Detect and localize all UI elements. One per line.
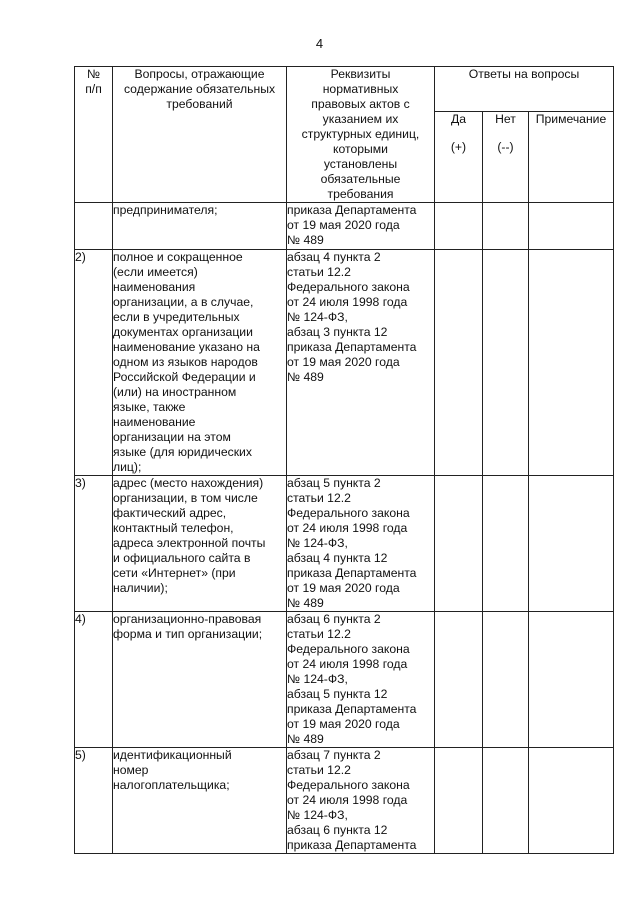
row-note <box>529 612 614 748</box>
header-no-sign: (--) <box>497 140 514 155</box>
row-requisites: абзац 7 пункта 2 статьи 12.2 Федерального закона от 24 июля 1998 года № 124-ФЗ, абзац 6 пункта 12 приказа Департамента <box>287 748 435 854</box>
row-answer-no <box>483 748 529 854</box>
table-row <box>75 476 614 612</box>
header-yes-sign: (+) <box>450 140 467 155</box>
requirements-table <box>74 66 614 854</box>
row-requisites: абзац 4 пункта 2 статьи 12.2 Федерального закона от 24 июля 1998 года № 124-ФЗ, абзац 3 пункта 12 приказа Департамента от 19 мая 2020 года № 489 <box>287 250 435 476</box>
row-answer-no <box>483 250 529 476</box>
row-requisites: абзац 6 пункта 2 статьи 12.2 Федерального закона от 24 июля 1998 года № 124-ФЗ, абзац 5 пункта 12 приказа Департамента от 19 мая 2020 года № 489 <box>287 612 435 748</box>
table-row <box>75 203 614 250</box>
header-yes-label: Да <box>450 112 467 127</box>
header-question: Вопросы, отражающие содержание обязательных требований <box>113 67 287 203</box>
row-answer-yes <box>435 748 483 854</box>
row-note <box>529 748 614 854</box>
header-note: Примечание <box>529 112 614 203</box>
row-question: организационно-правовая форма и тип организации; <box>113 612 287 748</box>
row-answer-no <box>483 203 529 250</box>
row-number: 4) <box>75 612 113 748</box>
header-yes <box>435 112 483 203</box>
row-question: полное и сокращенное (если имеется) наименования организации, а в случае, если в учредительных документах организации наименование указано на одном из языков народов Российской Федерации и (или) на иностранном языке, также наименование организации на этом языке (для юридических лиц); <box>113 250 287 476</box>
row-answer-yes <box>435 476 483 612</box>
row-requisites: абзац 5 пункта 2 статьи 12.2 Федерального закона от 24 июля 1998 года № 124-ФЗ, абзац 4 пункта 12 приказа Департамента от 19 мая 2020 года № 489 <box>287 476 435 612</box>
page-number: 4 <box>315 36 324 51</box>
row-number: 5) <box>75 748 113 854</box>
row-answer-yes <box>435 250 483 476</box>
header-no <box>483 112 529 203</box>
header-answers: Ответы на вопросы <box>435 67 614 112</box>
header-num: № п/п <box>75 67 113 203</box>
row-note <box>529 203 614 250</box>
row-question: адрес (место нахождения) организации, в том числе фактический адрес, контактный телефон, адреса электронной почты и официального сайта в сети «Интернет» (при наличии); <box>113 476 287 612</box>
table-row <box>75 612 614 748</box>
row-number <box>75 203 113 250</box>
header-requisites: Реквизиты нормативных правовых актов с указанием их структурных единиц, которыми установлены обязательные требования <box>287 67 435 203</box>
table-row <box>75 250 614 476</box>
header-no-label: Нет <box>495 112 516 127</box>
row-answer-yes <box>435 612 483 748</box>
table-row <box>75 748 614 854</box>
row-number: 2) <box>75 250 113 476</box>
header-row <box>75 67 614 112</box>
row-answer-no <box>483 612 529 748</box>
row-number: 3) <box>75 476 113 612</box>
row-question: предпринимателя; <box>113 203 287 250</box>
row-answer-no <box>483 476 529 612</box>
row-note <box>529 250 614 476</box>
row-question: идентификационный номер налогоплательщика; <box>113 748 287 854</box>
row-note <box>529 476 614 612</box>
row-requisites: приказа Департамента от 19 мая 2020 года № 489 <box>287 203 435 250</box>
row-answer-yes <box>435 203 483 250</box>
